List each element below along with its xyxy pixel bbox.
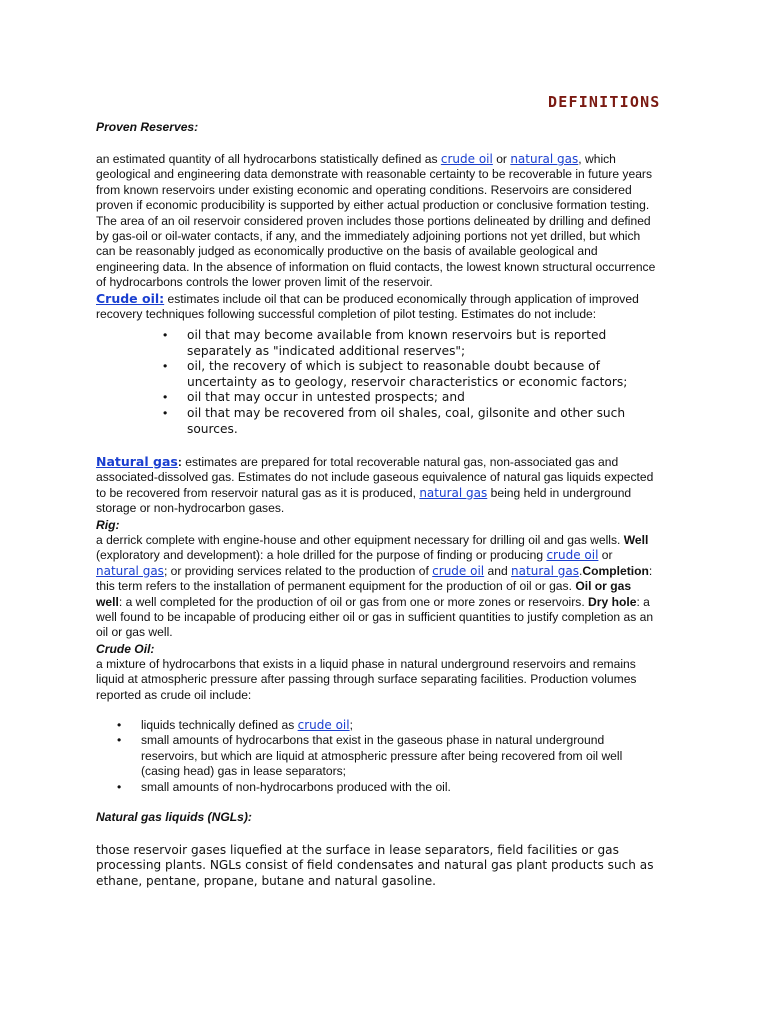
text-run: and xyxy=(484,563,512,578)
text-run: being held in underground storage or non-hydrocarbon gases. xyxy=(96,485,632,516)
proven-reserves-heading: Proven Reserves: xyxy=(96,120,199,134)
well-term: Well xyxy=(623,533,649,547)
natural-gas-link[interactable]: natural gas xyxy=(96,563,164,578)
list-item: • oil, the recovery of which is subject to reasonable doubt because of uncertainty as to geology, reservoir characteristics or economic factors; xyxy=(187,359,657,390)
crude-oil-term-link[interactable]: Crude oil: xyxy=(96,290,165,306)
ngl-paragraph: those reservoir gases liquefied at the surface in lease separators, field facilities or gas processing plants. NGLs consist of field condensates and natural gas plant products such as ethane, pentane, propane, butane and natural gasoline. xyxy=(96,843,654,888)
text-run: . xyxy=(578,563,583,578)
natural-gas-term-link[interactable]: Natural gas xyxy=(96,454,178,469)
crude-oil-paragraph: a mixture of hydrocarbons that exists in a liquid phase in natural underground reservoirs and remains liquid at atmospheric pressure after passing through surface separating facilities. Production volumes reported as crude oil include: xyxy=(96,657,637,702)
text-run: a derrick complete with engine-house and other equipment necessary for drilling oil and gas wells. xyxy=(96,533,624,547)
exclusions-list xyxy=(187,328,657,437)
page-title: DEFINITIONS xyxy=(548,93,661,111)
text-run: , which geological and engineering data demonstrate with reasonable certainty to be recoverable in future years from known reservoirs under existing economic and operating conditions. Reservoirs are considered proven if economic producibility is supported by either actual production or conclusive formation testing. The area of an oil reservoir considered proven includes those portions delineated by drilling and defined by gas-oil or oil-water contacts, if any, and the immediately adjoining portions not yet drilled, but which can be reasonably judged as economically productive on the basis of available geological and engineering data. In the absence of information on fluid contacts, the lowest known structural occurrence of hydrocarbons controls the lower proven limit of the reservoir. xyxy=(96,152,656,290)
natural-gas-paragraph xyxy=(96,454,656,517)
list-item: • oil that may be recovered from oil shales, coal, gilsonite and other such sources. xyxy=(187,406,657,437)
crude-oil-heading: Crude Oil: xyxy=(96,642,155,656)
text-run: or xyxy=(492,152,511,166)
natural-gas-link[interactable]: natural gas xyxy=(419,485,488,500)
list-item: • small amounts of hydrocarbons that exist in the gaseous phase in natural underground reservoirs, but which are liquid at atmospheric pressure after being recovered from oil well (casing head) gas in lease separators; xyxy=(141,733,641,779)
list-item: • oil that may become available from known reservoirs but is reported separately as "indicated additional reserves"; xyxy=(187,328,657,359)
crude-oil-link[interactable]: crude oil xyxy=(440,152,493,166)
oil-or-gas-well-term: Oil or gas well xyxy=(96,579,632,609)
text-run: : xyxy=(177,455,182,469)
text-run: (exploratory and development): a hole drilled for the purpose of finding or producing xyxy=(96,548,547,563)
text-run: : a well completed for the production of oil or gas from one or more zones or reservoirs. xyxy=(118,594,589,609)
crude-oil-includes-list xyxy=(141,718,641,795)
text-run: or xyxy=(598,548,613,563)
rig-paragraph xyxy=(96,533,656,641)
crude-oil-link[interactable]: crude oil xyxy=(297,718,350,732)
text-run: ; or providing services related to the production of xyxy=(163,563,433,578)
list-item xyxy=(141,718,641,733)
proven-reserves-paragraph xyxy=(96,152,656,291)
text-run: : this term refers to the installation of permanent equipment for the production of oil or gas. xyxy=(96,563,653,594)
natural-gas-link[interactable]: natural gas xyxy=(511,563,579,578)
crude-oil-link[interactable]: crude oil xyxy=(432,563,485,578)
natural-gas-link[interactable]: natural gas xyxy=(510,152,579,166)
rig-heading: Rig: xyxy=(96,518,120,532)
ngl-heading: Natural gas liquids (NGLs): xyxy=(96,810,252,824)
text-run: liquids technically defined as xyxy=(141,718,298,732)
text-run: ; xyxy=(349,718,353,732)
list-item: • small amounts of non-hydrocarbons produced with the oil. xyxy=(141,780,641,795)
list-item: • oil that may occur in untested prospects; and xyxy=(187,390,657,406)
crude-oil-estimates-paragraph xyxy=(96,291,656,323)
proven-reserves-section xyxy=(96,152,656,322)
completion-term: Completion xyxy=(582,563,649,578)
text-run: : a well found to be incapable of producing either oil or gas in sufficient quantities to justify completion as an oil or gas well. xyxy=(96,594,654,640)
text-run: estimates are prepared for total recoverable natural gas, non-associated gas and associated-dissolved gas. Estimates do not include gaseous equivalence of natural gas liquids expected to be recovered from reservoir natural gas as it is produced, xyxy=(96,455,654,500)
text-run: estimates include oil that can be produced economically through application of improved recovery techniques following successful completion of pilot testing. Estimates do not include: xyxy=(96,291,639,322)
dry-hole-term: Dry hole xyxy=(588,594,637,609)
text-run: an estimated quantity of all hydrocarbons statistically defined as xyxy=(96,152,441,166)
crude-oil-link[interactable]: crude oil xyxy=(546,548,599,563)
